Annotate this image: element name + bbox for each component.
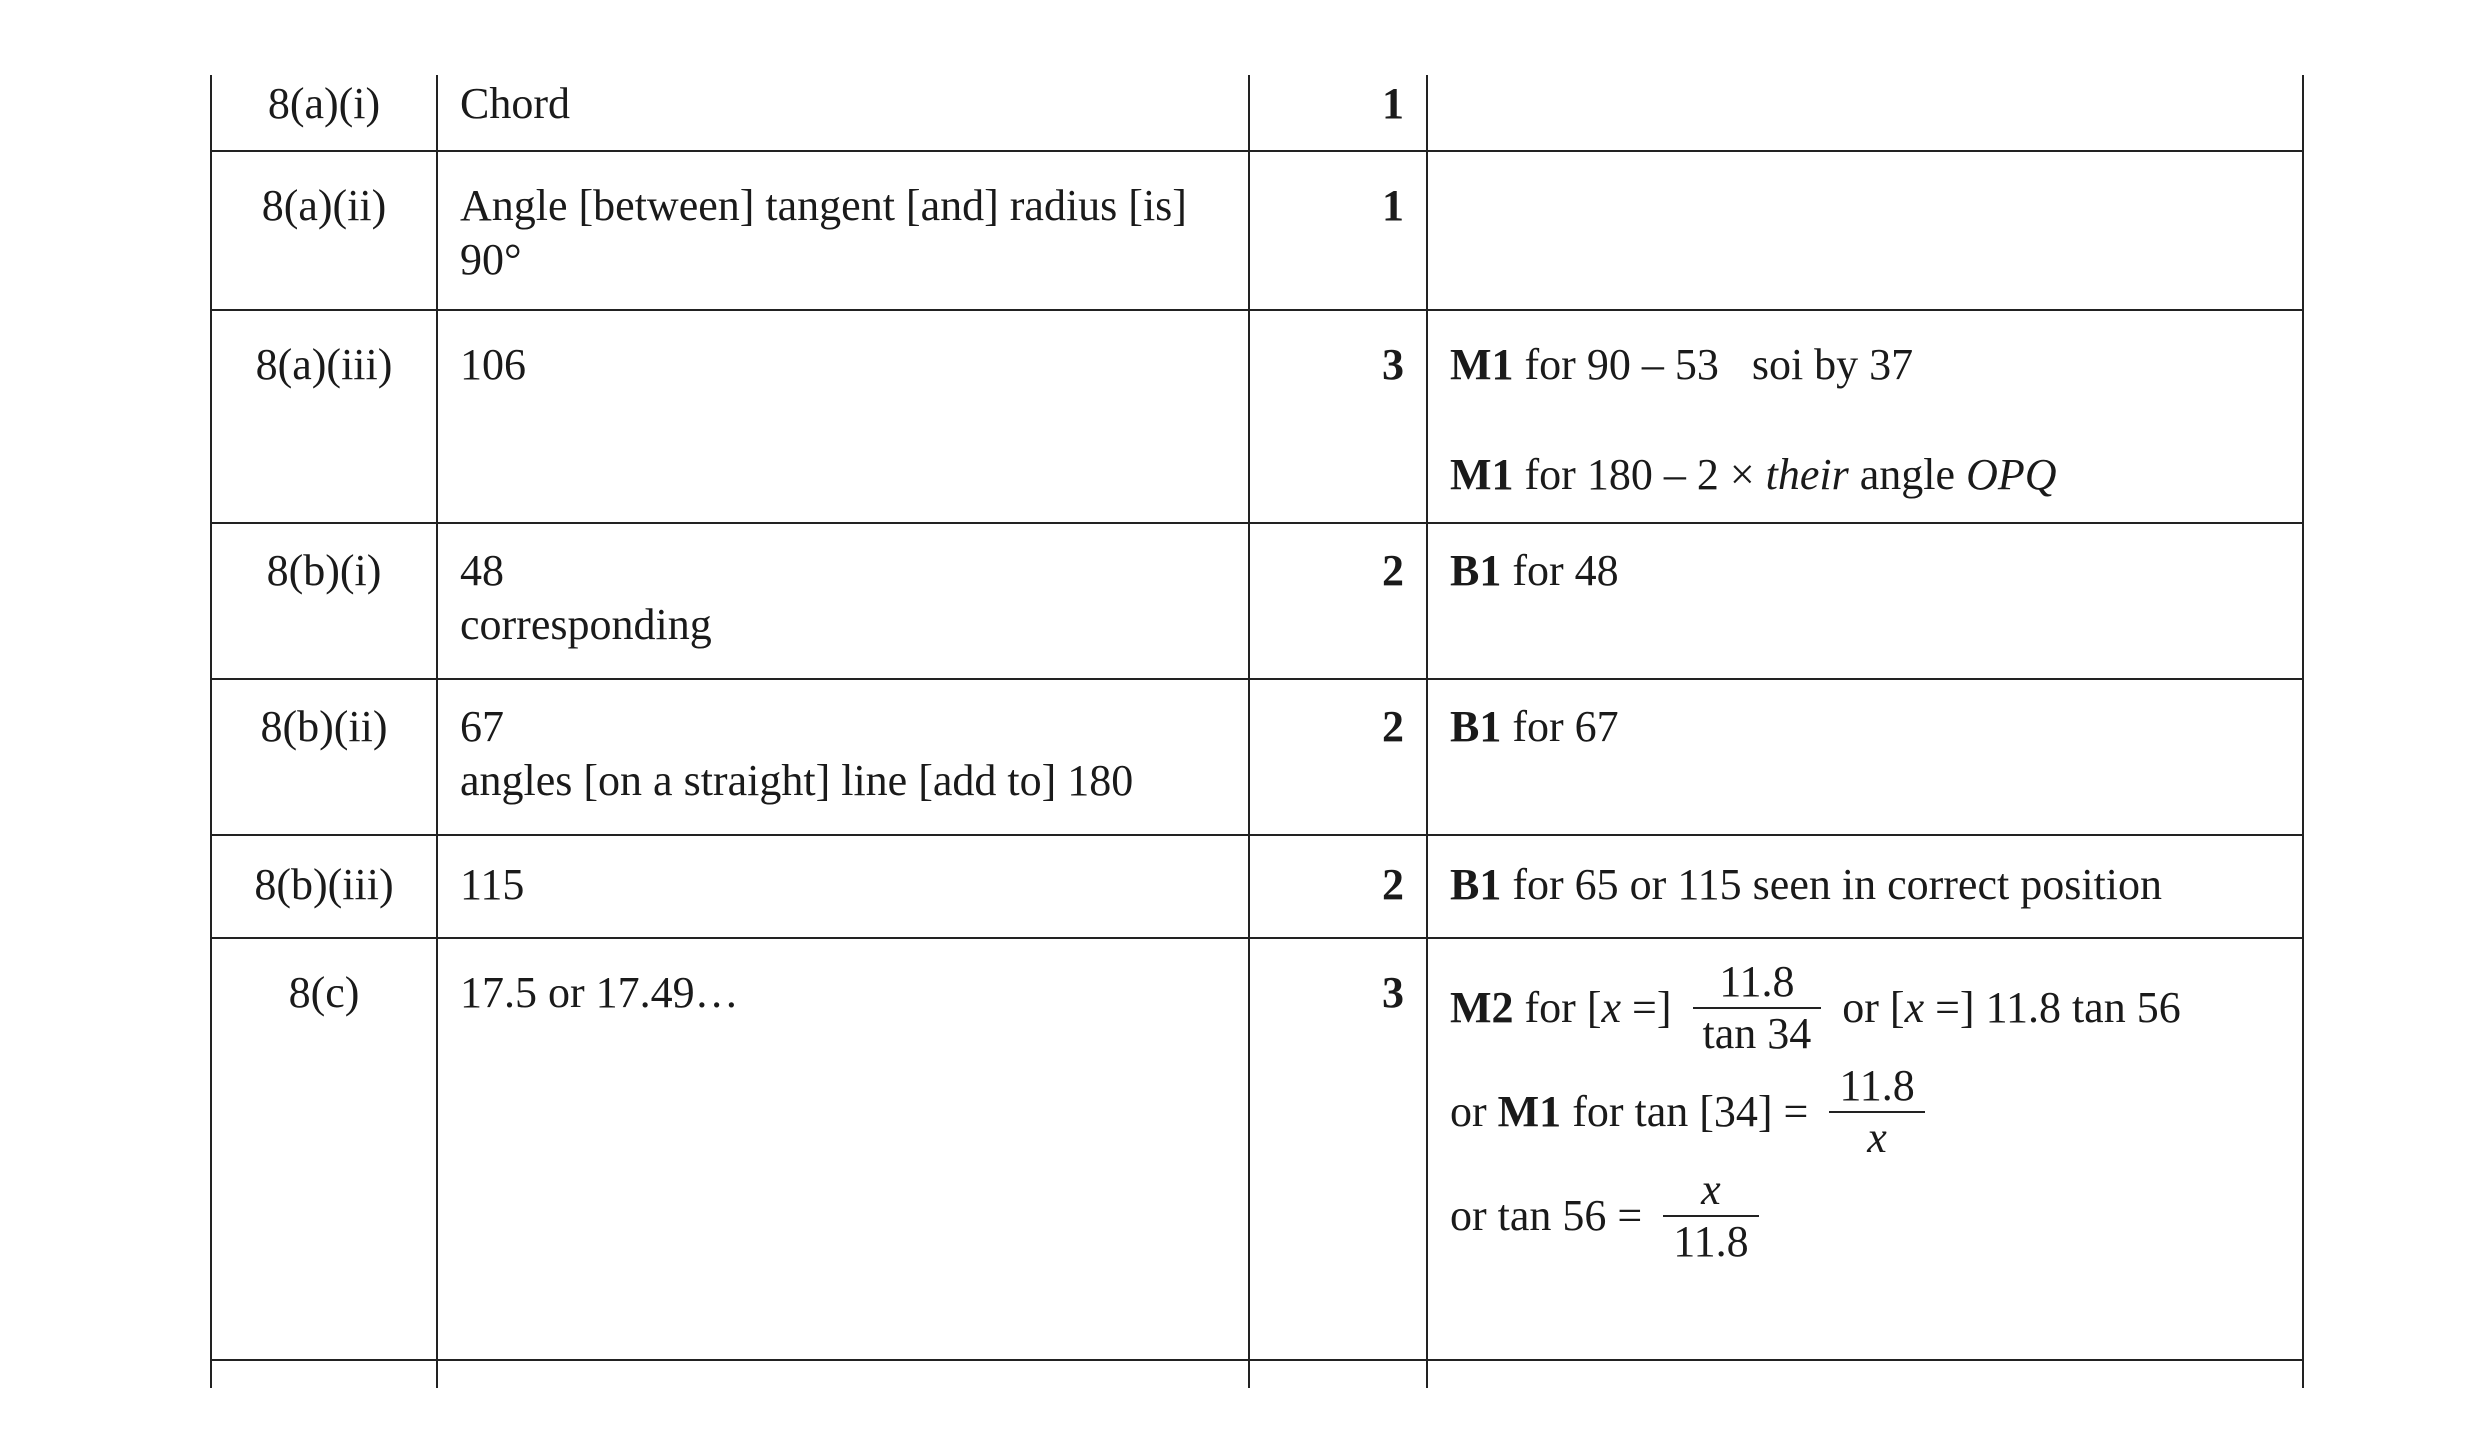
mark-code: M1 bbox=[1450, 450, 1514, 499]
table-row bbox=[211, 75, 2303, 151]
mark-code: B1 bbox=[1450, 546, 1502, 595]
question-cell bbox=[211, 938, 437, 1360]
guidance-text: for 65 or 115 seen in correct position bbox=[1501, 860, 2163, 909]
marks-value: 1 bbox=[1382, 79, 1404, 128]
mark-code: B1 bbox=[1450, 702, 1502, 751]
guidance-line bbox=[1450, 448, 2302, 502]
answer-cell bbox=[437, 679, 1249, 835]
table-row bbox=[211, 310, 2303, 523]
marks-value: 3 bbox=[1382, 968, 1404, 1017]
marks-cell bbox=[1249, 75, 1427, 151]
question-cell bbox=[211, 523, 437, 679]
guidance-text: =] 11.8 tan 56 bbox=[1924, 983, 2181, 1033]
guidance-text: =] bbox=[1621, 983, 1683, 1033]
marks-cell bbox=[1249, 835, 1427, 938]
answer-cell bbox=[437, 523, 1249, 679]
marks-cell bbox=[1249, 310, 1427, 523]
guidance-line bbox=[1450, 544, 2302, 598]
answer-cell bbox=[437, 310, 1249, 523]
guidance-cell bbox=[1427, 1360, 2303, 1388]
answer-text: corresponding bbox=[460, 600, 712, 649]
question-number: 8(b)(ii) bbox=[260, 702, 388, 751]
marks-cell bbox=[1249, 151, 1427, 310]
answer-text: 90° bbox=[460, 235, 522, 284]
guidance-text-italic: OPQ bbox=[1966, 450, 2057, 499]
marks-value: 1 bbox=[1382, 181, 1404, 230]
question-number: 8(a)(iii) bbox=[255, 340, 393, 389]
guidance-line bbox=[1450, 700, 2302, 754]
question-number: 8(a)(ii) bbox=[261, 181, 387, 230]
answer-text: angles [on a straight] line [add to] 180 bbox=[460, 756, 1134, 805]
question-cell bbox=[211, 835, 437, 938]
marks-cell bbox=[1249, 938, 1427, 1360]
question-cell bbox=[211, 679, 437, 835]
guidance-cell bbox=[1427, 75, 2303, 151]
guidance-line bbox=[1450, 1061, 2302, 1167]
mark-code: B1 bbox=[1450, 860, 1502, 909]
question-cell bbox=[211, 1360, 437, 1388]
guidance-cell bbox=[1427, 679, 2303, 835]
table-row bbox=[211, 679, 2303, 835]
question-number: 8(c) bbox=[288, 968, 360, 1017]
guidance-line bbox=[1450, 858, 2302, 912]
guidance-text: for 180 – 2 × bbox=[1513, 450, 1766, 499]
marks-cell bbox=[1249, 523, 1427, 679]
question-number: 8(b)(i) bbox=[266, 546, 382, 595]
mark-scheme-table-viewport bbox=[208, 75, 2304, 1388]
table-row bbox=[211, 151, 2303, 310]
table-row bbox=[211, 523, 2303, 679]
marks-cell bbox=[1249, 1360, 1427, 1388]
marks-value: 2 bbox=[1382, 702, 1404, 751]
fraction bbox=[1663, 1165, 1758, 1267]
guidance-text: or [ bbox=[1831, 983, 1905, 1033]
fraction bbox=[1693, 957, 1822, 1059]
fraction-denominator: x bbox=[1829, 1111, 1924, 1163]
guidance-line bbox=[1450, 957, 2302, 1063]
guidance-cell bbox=[1427, 310, 2303, 523]
question-cell bbox=[211, 151, 437, 310]
answer-text: 17.5 or 17.49… bbox=[460, 968, 739, 1017]
question-cell bbox=[211, 75, 437, 151]
guidance-text: for 48 bbox=[1501, 546, 1619, 595]
marks-value: 3 bbox=[1382, 340, 1404, 389]
table-row-cutoff bbox=[211, 1360, 2303, 1388]
guidance-text-italic: their bbox=[1765, 450, 1849, 499]
answer-text: 67 bbox=[460, 702, 504, 751]
answer-cell bbox=[437, 151, 1249, 310]
answer-cell bbox=[437, 938, 1249, 1360]
fraction-numerator: 11.8 bbox=[1839, 1061, 1915, 1110]
answer-cell bbox=[437, 835, 1249, 938]
marks-cell bbox=[1249, 679, 1427, 835]
variable-x: x bbox=[1904, 983, 1925, 1033]
table-row bbox=[211, 835, 2303, 938]
fraction-numerator: 11.8 bbox=[1719, 957, 1795, 1006]
fraction-denominator: 11.8 bbox=[1663, 1215, 1758, 1267]
guidance-cell bbox=[1427, 151, 2303, 310]
guidance-cell bbox=[1427, 523, 2303, 679]
table-row bbox=[211, 938, 2303, 1360]
answer-text: Chord bbox=[460, 79, 570, 128]
answer-text: Angle [between] tangent [and] radius [is] bbox=[460, 181, 1187, 230]
answer-text: 48 bbox=[460, 546, 504, 595]
guidance-text: for 90 – 53 soi by 37 bbox=[1513, 340, 1914, 389]
guidance-cell bbox=[1427, 938, 2303, 1360]
answer-cell bbox=[437, 75, 1249, 151]
guidance-line bbox=[1450, 338, 2302, 392]
fraction bbox=[1829, 1061, 1924, 1163]
mark-code: M1 bbox=[1497, 1087, 1562, 1137]
marks-value: 2 bbox=[1382, 546, 1404, 595]
mark-scheme-table bbox=[210, 75, 2304, 1388]
marks-value: 2 bbox=[1382, 860, 1404, 909]
variable-x: x bbox=[1601, 983, 1622, 1033]
answer-text: 115 bbox=[460, 860, 525, 909]
guidance-cell bbox=[1427, 835, 2303, 938]
answer-text: 106 bbox=[460, 340, 526, 389]
guidance-text: for tan [34] = bbox=[1561, 1087, 1820, 1137]
guidance-text: or bbox=[1450, 1087, 1498, 1137]
guidance-text: for [ bbox=[1513, 983, 1602, 1033]
fraction-numerator: x bbox=[1701, 1165, 1721, 1214]
guidance-text: for 67 bbox=[1501, 702, 1619, 751]
answer-cell bbox=[437, 1360, 1249, 1388]
guidance-text: or tan 56 = bbox=[1450, 1191, 1654, 1241]
mark-code: M1 bbox=[1450, 340, 1514, 389]
guidance-line bbox=[1450, 1165, 2302, 1271]
question-number: 8(a)(i) bbox=[267, 79, 381, 128]
question-cell bbox=[211, 310, 437, 523]
fraction-denominator: tan 34 bbox=[1693, 1007, 1822, 1059]
mark-code: M2 bbox=[1450, 983, 1514, 1033]
question-number: 8(b)(iii) bbox=[254, 860, 394, 909]
guidance-text: angle bbox=[1848, 450, 1967, 499]
